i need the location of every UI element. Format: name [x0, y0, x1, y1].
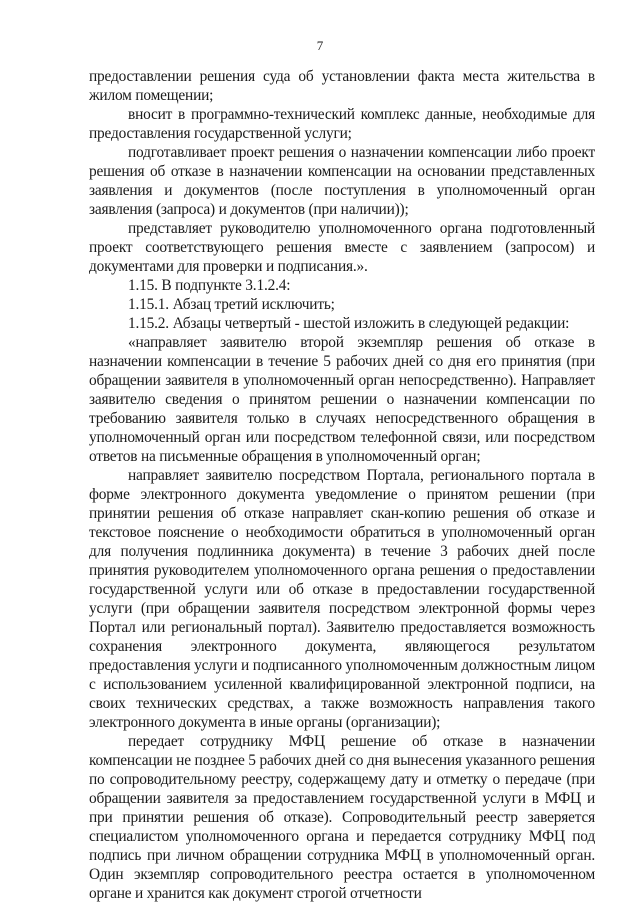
paragraph: 1.15.1. Абзац третий исключить;	[128, 296, 335, 313]
paragraph: представляет руководителю уполномоченного органа подготовленный проект соответствующего решения вместе с заявлением (запросом) и документами для проверки и подписания.».	[89, 220, 595, 275]
paragraph: направляет заявителю посредством Портала, регионального портала в форме электронного документа уведомление о принятом решении (при принятии решения об отказе направляет скан-копию решения об отказе и текстовое пояснение о необходимости обратиться в уполномоченный орган для получения подлинника документа) в течение 3 рабочих дней после принятия руководителем уполномоченного органа решения о предоставлении государственной услуги или об отказе в предоставлении государственной услуги (при обращении заявителя посредством электронной формы через Портал или региональный портал). Заявителю предоставляется возможность сохранения электронного документа, являющегося результатом предоставления услуги и подписанного уполномоченным должностным лицом с использованием усиленной квалифицированной электронной подписи, на своих технических средствах, а также возможность направления такого электронного документа в иные органы (организации);	[89, 467, 595, 731]
paragraph: подготавливает проект решения о назначении компенсации либо проект решения об отказе в назначении компенсации на основании представленных заявления и документов (после поступления в уполномоченный орган заявления (запроса) и документов (при наличии));	[89, 144, 595, 218]
paragraph-continuation: предоставлении решения суда об установлении факта места жительства в жилом помещении;	[89, 68, 595, 104]
paragraph: вносит в программно-технический комплекс данные, необходимые для предоставления государственной услуги;	[89, 106, 595, 142]
document-body	[89, 67, 595, 903]
paragraph: 1.15.2. Абзацы четвертый - шестой изложить в следующей редакции:	[128, 315, 570, 332]
page-number: 7	[316, 38, 324, 53]
paragraph: «направляет заявителю второй экземпляр решения об отказе в назначении компенсации в течение 5 рабочих дней со дня его принятия (при обращении заявителя в уполномоченный орган непосредственно). Направляет заявителю сведения о принятом решении о назначении компенсации по требованию заявителя только в случаях непосредственного обращения в уполномоченный орган или посредством телефонной связи, или посредством ответов на письменные обращения в уполномоченный орган;	[89, 334, 595, 465]
paragraph: передает сотруднику МФЦ решение об отказе в назначении компенсации не позднее 5 рабочих дней со дня вынесения указанного решения по сопроводительному реестру, содержащему дату и отметку о передаче (при обращении заявителя за предоставлением государственной услуги в МФЦ и при принятии решения об отказе). Сопроводительный реестр заверяется специалистом уполномоченного органа и передается сотруднику МФЦ под подпись при личном обращении сотрудника МФЦ в уполномоченный орган. Один экземпляр сопроводительного реестра остается в уполномоченном органе и хранится как документ строгой отчетности	[89, 733, 595, 902]
section-heading: 1.15. В подпункте 3.1.2.4:	[128, 277, 291, 294]
